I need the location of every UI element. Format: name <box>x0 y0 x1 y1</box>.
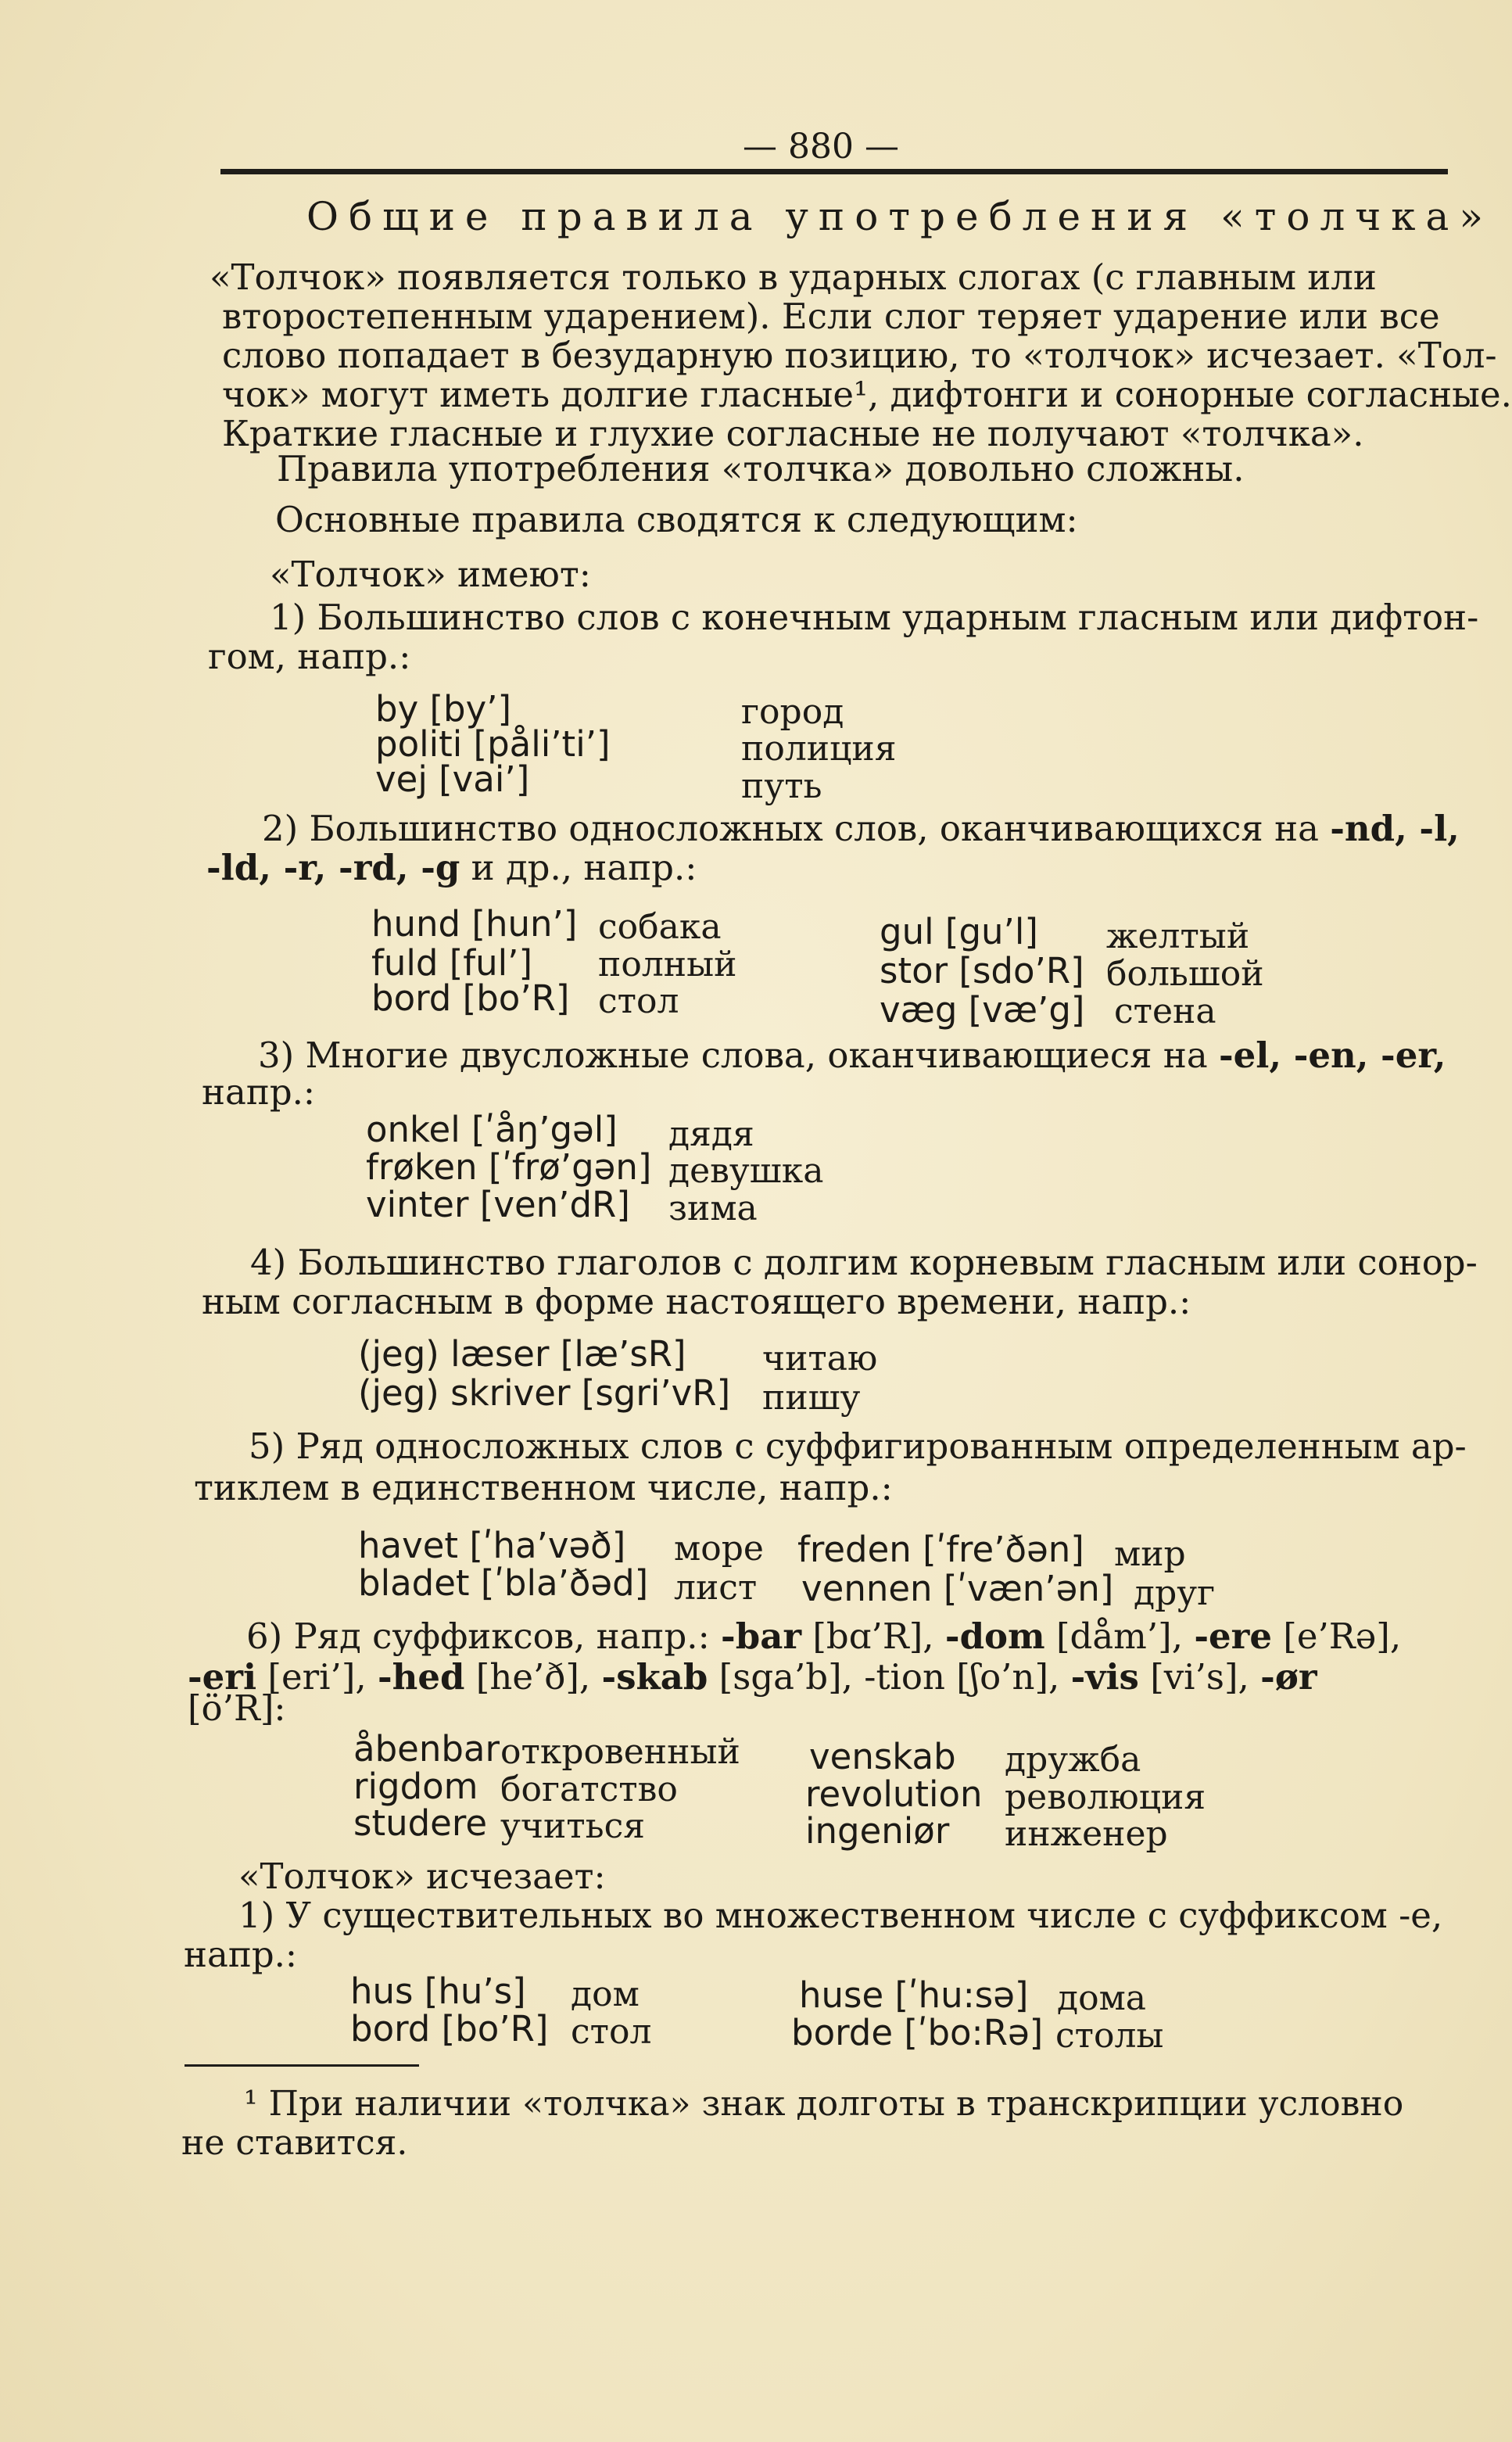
rule6-line: -eri [eri’], -hed [he’ð], -skab [sga’b], -tion [ʃo’n], -vis [vi’s], -ør <box>188 1656 1317 1698</box>
example-word: væg [væ’g] <box>880 989 1085 1031</box>
example-word: rigdom <box>353 1766 478 1807</box>
example-gloss: столы <box>1055 2016 1164 2056</box>
section-heading: Общие правила употребления «толчка» <box>306 194 1493 239</box>
example-gloss: дружба <box>1005 1740 1141 1780</box>
example-gloss: море <box>674 1529 764 1569</box>
example-word: fuld [ful’] <box>371 942 533 984</box>
example-word: bord [bo’R] <box>350 2008 549 2049</box>
example-gloss: стол <box>598 981 679 1021</box>
rule3-line: напр.: <box>202 1071 316 1113</box>
footnote-rule <box>185 2064 419 2067</box>
intro-line: второстепенным ударением). Если слог теряет ударение или все <box>222 296 1440 337</box>
example-word: studere <box>353 1802 488 1844</box>
example-gloss: путь <box>741 766 822 806</box>
example-gloss: дядя <box>668 1114 754 1154</box>
example-gloss: революция <box>1005 1777 1206 1817</box>
example-gloss: полиция <box>741 729 897 769</box>
example-word: huse [ʹhu:sə] <box>799 1974 1029 2016</box>
rule6-line: 6) Ряд суффиксов, напр.: -bar [bɑ’R], -dom [dåm’], -ere [e’Rə], <box>246 1615 1402 1657</box>
example-gloss: друг <box>1134 1573 1216 1613</box>
example-gloss: богатство <box>500 1770 678 1809</box>
intro-line: «Толчок» появляется только в ударных слогах (с главным или <box>210 256 1377 298</box>
example-gloss: стол <box>571 2012 652 2052</box>
example-word: revolution <box>805 1773 983 1815</box>
example-gloss: желтый <box>1106 916 1250 956</box>
page-number: — 880 — <box>743 127 899 167</box>
example-word: havet [ʹha’vəð] <box>358 1525 626 1566</box>
rule1-line: 1) Большинство слов с конечным ударным гласным или дифтон- <box>270 597 1479 638</box>
example-word: hus [hu’s] <box>350 1970 526 2012</box>
example-word: onkel [ʹåŋ’gəl] <box>366 1109 618 1150</box>
footnote-line: не ставится. <box>181 2123 408 2163</box>
example-word: gul [gu’l] <box>880 911 1038 952</box>
example-word: ingeniør <box>805 1810 950 1852</box>
example-gloss: инженер <box>1005 1814 1168 1854</box>
rule3-line: 3) Многие двусложные слова, оканчивающиеся на -el, -en, -er, <box>258 1035 1446 1076</box>
rule5-line: 5) Ряд односложных слов с суффигированным определенным ар- <box>249 1425 1467 1467</box>
example-gloss: читаю <box>762 1339 878 1379</box>
example-gloss: собака <box>598 907 722 947</box>
example-word: by [by’] <box>375 688 512 730</box>
intro-line: слово попадает в безударную позицию, то «толчок» исчезает. «Тол- <box>222 335 1497 376</box>
example-word: hund [hun’] <box>371 903 578 945</box>
example-word: vej [vai’] <box>375 758 530 800</box>
example-gloss: город <box>741 692 844 732</box>
rule5-line: тиклем в единственном числе, напр.: <box>194 1467 893 1508</box>
example-word: bord [bo’R] <box>371 977 570 1019</box>
example-word: (jeg) læser [læ’sR] <box>358 1333 686 1375</box>
drule1-line: 1) У существительных во множественном числе с суффиксом -e, <box>238 1895 1443 1936</box>
intro-line: чок» могут иметь долгие гласные¹, дифтонги и сонорные согласные. <box>222 374 1512 415</box>
example-word: (jeg) skriver [sgri’vR] <box>358 1372 731 1414</box>
example-word: åbenbar <box>353 1728 500 1770</box>
rule2-line: -ld, -r, -rd, -g и др., напр.: <box>206 847 697 888</box>
example-word: politi [påli’ti’] <box>375 723 611 765</box>
example-gloss: дома <box>1057 1978 1147 2018</box>
example-gloss: зима <box>668 1189 758 1228</box>
example-word: vinter [ven’dR] <box>366 1184 630 1225</box>
example-word: freden [ʹfre’ðən] <box>797 1529 1084 1570</box>
example-word: venskab <box>809 1736 956 1777</box>
example-word: borde [ʹbo:Rə] <box>791 2012 1044 2053</box>
example-gloss: стена <box>1114 992 1216 1031</box>
example-gloss: лист <box>674 1568 758 1608</box>
example-word: vennen [ʹvæn’ən] <box>801 1568 1114 1609</box>
example-gloss: девушка <box>668 1151 824 1191</box>
intro-line: Краткие гласные и глухие согласные не получают «толчка». <box>222 413 1364 454</box>
example-gloss: большой <box>1106 954 1264 994</box>
example-gloss: откровенный <box>500 1732 740 1772</box>
rule2-line: 2) Большинство односложных слов, оканчивающихся на -nd, -l, <box>262 808 1460 849</box>
header-rule <box>220 169 1448 174</box>
example-word: stor [sdo’R] <box>880 950 1084 992</box>
rule6-line: [ö’R]: <box>188 1687 286 1729</box>
drule1-line: напр.: <box>184 1934 298 1975</box>
example-word: frøken [ʹfrø’gən] <box>366 1146 652 1188</box>
example-gloss: полный <box>598 945 737 984</box>
example-gloss: дом <box>571 1974 640 2014</box>
rule1-line: гом, напр.: <box>208 636 411 677</box>
footnote-line: ¹ При наличии «толчка» знак долготы в транскрипции условно <box>244 2084 1404 2124</box>
have-heading: «Толчок» имеют: <box>270 554 591 595</box>
example-gloss: пишу <box>762 1378 861 1418</box>
basic-rules-line: Основные правила сводятся к следующим: <box>275 499 1078 540</box>
rule4-line: ным согласным в форме настоящего времени, напр.: <box>202 1281 1191 1322</box>
example-gloss: мир <box>1114 1534 1186 1574</box>
intro-line: Правила употребления «толчка» довольно сложны. <box>277 448 1245 489</box>
rule4-line: 4) Большинство глаголов с долгим корневым гласным или сонор- <box>250 1242 1478 1283</box>
example-word: bladet [ʹbla’ðəd] <box>358 1562 649 1604</box>
example-gloss: учиться <box>500 1806 646 1846</box>
disappears-heading: «Толчок» исчезает: <box>238 1856 606 1897</box>
